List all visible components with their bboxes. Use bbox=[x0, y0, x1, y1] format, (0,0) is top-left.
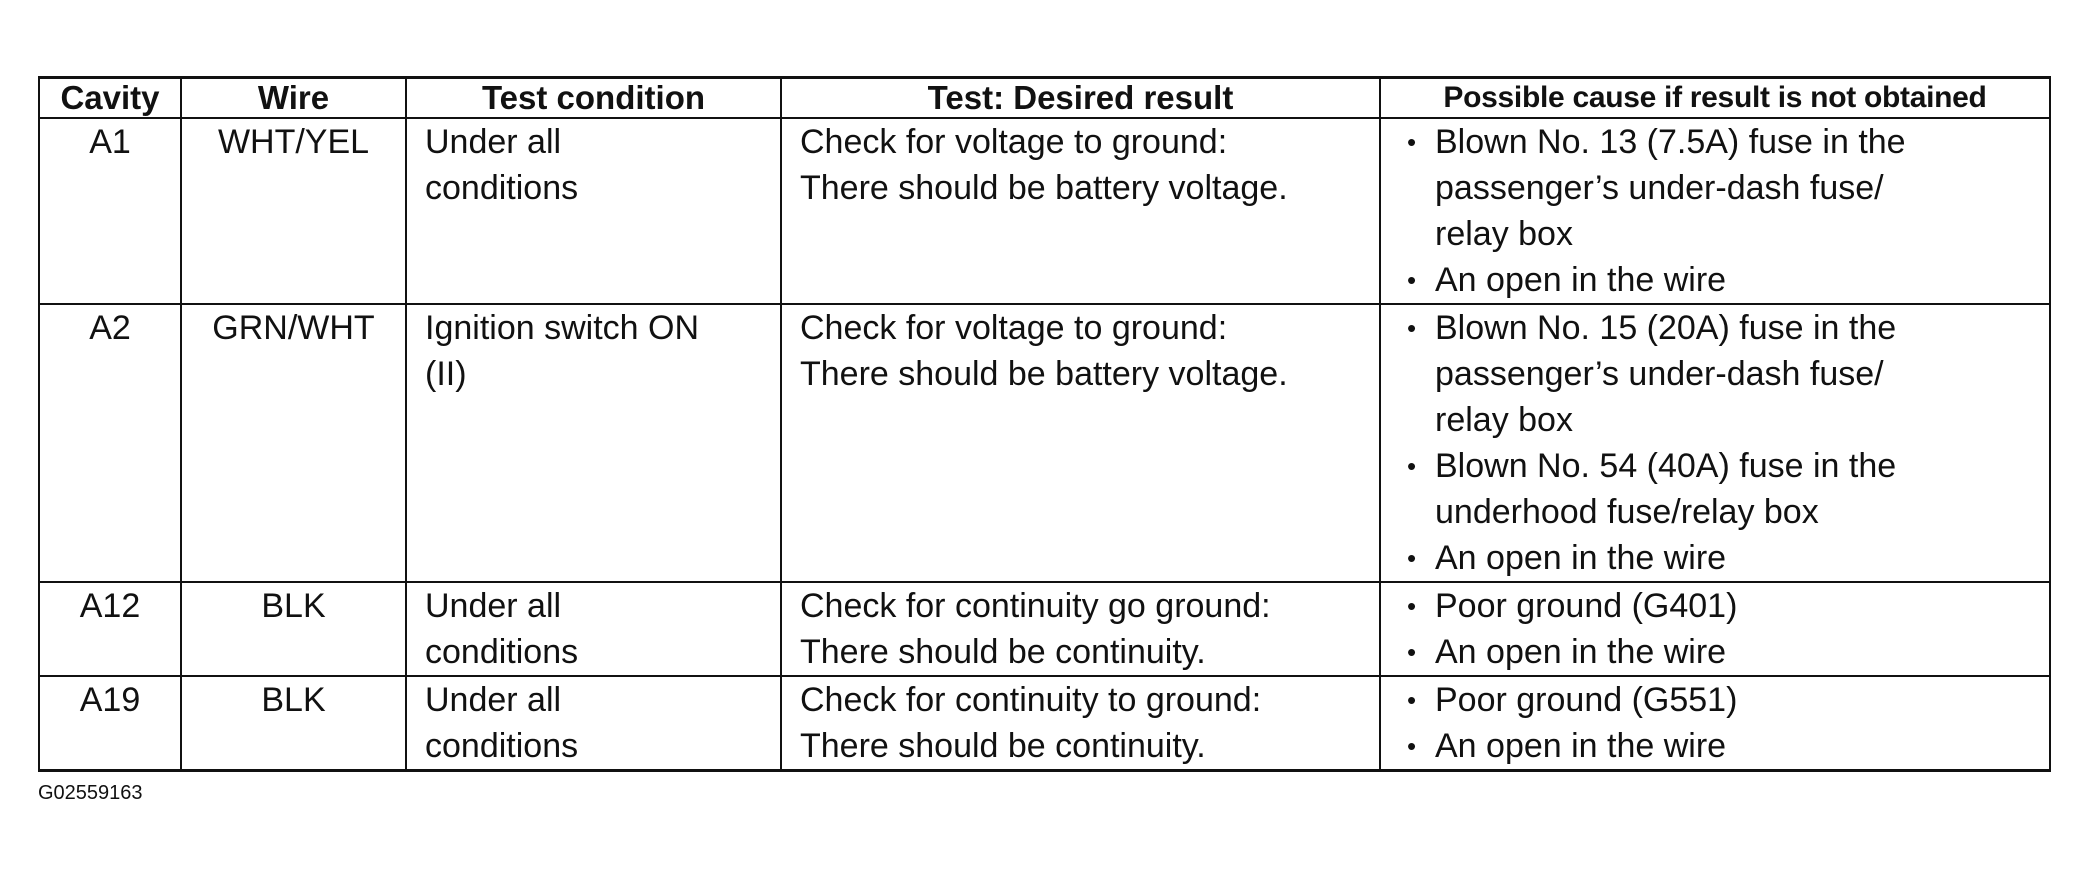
cell-cavity: A19 bbox=[39, 676, 181, 771]
table-body bbox=[39, 118, 2050, 771]
header-wire: Wire bbox=[181, 78, 406, 119]
cell-cavity: A2 bbox=[39, 304, 181, 582]
cell-desired-result: Check for voltage to ground: There should be battery voltage. bbox=[781, 304, 1380, 582]
cause-list bbox=[1399, 677, 2039, 769]
table-row bbox=[39, 582, 2050, 676]
cell-wire: GRN/WHT bbox=[181, 304, 406, 582]
cause-list bbox=[1399, 119, 2039, 303]
header-desired-result: Test: Desired result bbox=[781, 78, 1380, 119]
cell-desired-result: Check for continuity go ground: There should be continuity. bbox=[781, 582, 1380, 676]
cell-possible-cause bbox=[1380, 676, 2050, 771]
cell-test-condition: Ignition switch ON (II) bbox=[406, 304, 781, 582]
cause-list-item: • Poor ground (G401) bbox=[1399, 583, 2039, 629]
table-header-row bbox=[39, 78, 2050, 119]
table-row bbox=[39, 676, 2050, 771]
connector-test-table-wrapper bbox=[38, 76, 2049, 772]
cell-wire: WHT/YEL bbox=[181, 118, 406, 304]
cell-desired-result: Check for voltage to ground: There should be battery voltage. bbox=[781, 118, 1380, 304]
cause-list-item: • Blown No. 13 (7.5A) fuse in the passenger’s under-dash fuse/ relay box bbox=[1399, 119, 2039, 257]
cause-list-item: • Poor ground (G551) bbox=[1399, 677, 2039, 723]
header-possible-cause: Possible cause if result is not obtained bbox=[1380, 78, 2050, 119]
cause-list-item: • Blown No. 15 (20A) fuse in the passenger’s under-dash fuse/ relay box bbox=[1399, 305, 2039, 443]
cell-wire: BLK bbox=[181, 676, 406, 771]
cause-list-item: • An open in the wire bbox=[1399, 257, 2039, 303]
connector-test-table bbox=[38, 76, 2051, 772]
table-row bbox=[39, 304, 2050, 582]
cell-test-condition: Under all conditions bbox=[406, 676, 781, 771]
cause-list bbox=[1399, 583, 2039, 675]
cause-list-item: • Blown No. 54 (40A) fuse in the underhood fuse/relay box bbox=[1399, 443, 2039, 535]
cell-possible-cause bbox=[1380, 118, 2050, 304]
cell-possible-cause bbox=[1380, 582, 2050, 676]
cell-wire: BLK bbox=[181, 582, 406, 676]
cause-list-item: • An open in the wire bbox=[1399, 629, 2039, 675]
header-cavity: Cavity bbox=[39, 78, 181, 119]
table-row bbox=[39, 118, 2050, 304]
cell-possible-cause bbox=[1380, 304, 2050, 582]
figure-id: G02559163 bbox=[38, 782, 143, 804]
cell-desired-result: Check for continuity to ground: There should be continuity. bbox=[781, 676, 1380, 771]
cell-test-condition: Under all conditions bbox=[406, 118, 781, 304]
cause-list-item: • An open in the wire bbox=[1399, 535, 2039, 581]
cell-cavity: A12 bbox=[39, 582, 181, 676]
cause-list-item: • An open in the wire bbox=[1399, 723, 2039, 769]
cause-list bbox=[1399, 305, 2039, 581]
header-test-condition: Test condition bbox=[406, 78, 781, 119]
cell-cavity: A1 bbox=[39, 118, 181, 304]
cell-test-condition: Under all conditions bbox=[406, 582, 781, 676]
